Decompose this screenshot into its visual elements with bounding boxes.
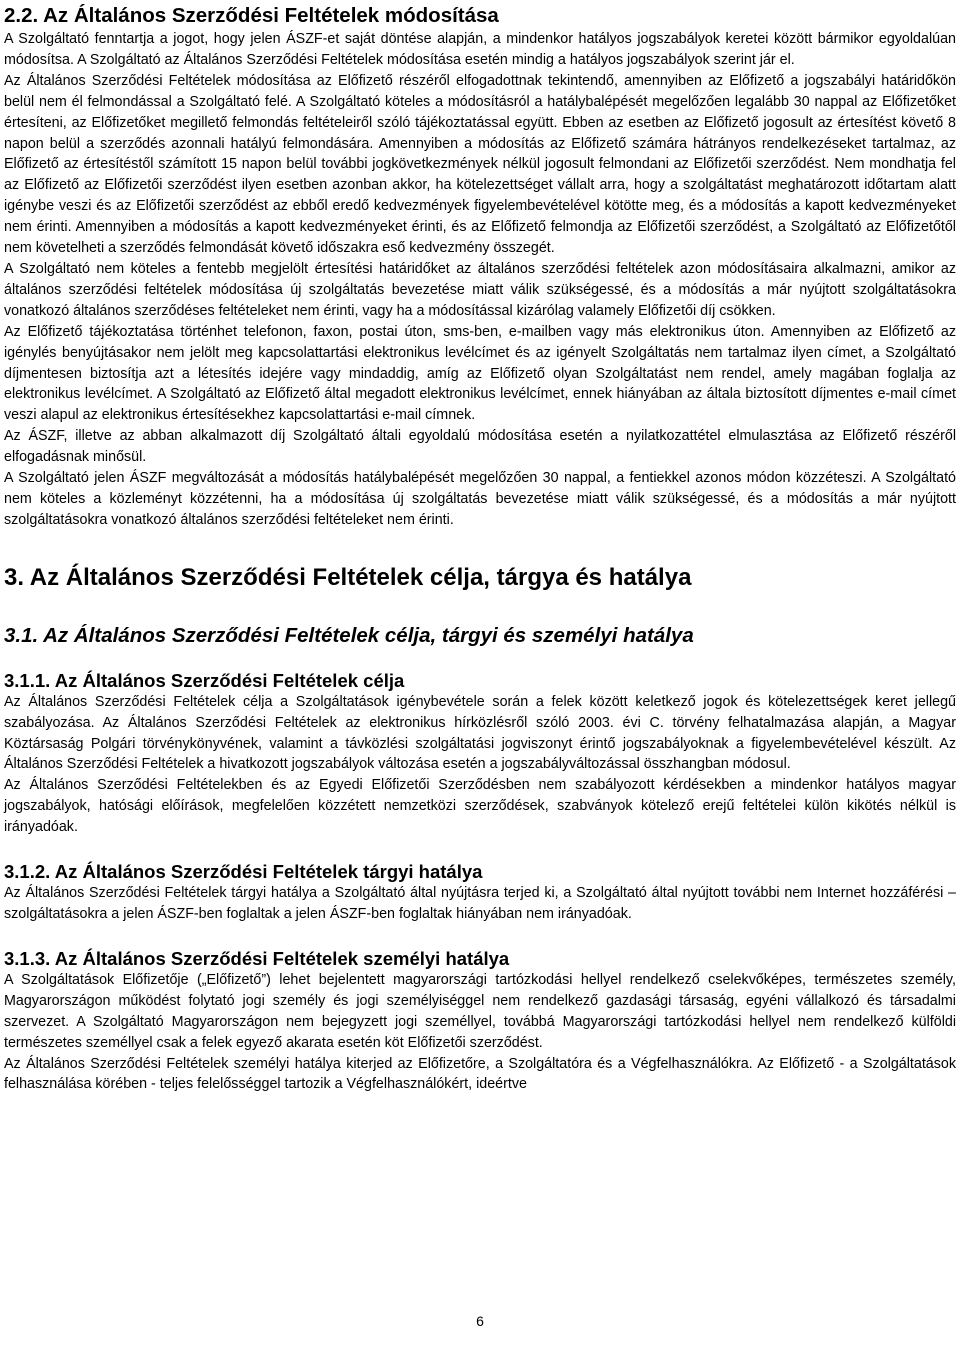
paragraph: A Szolgáltató fenntartja a jogot, hogy jelen ÁSZF-et saját döntése alapján, a mindenkor hatályos jogszabályok keretei között bármikor egyoldalúan módosítsa. A Szolgáltató az Általános Szerződési Feltételek módosítása esetén mindig a hatályos jogszabályok szerint jár el. — [4, 31, 956, 68]
paragraph: Az Előfizető tájékoztatása történhet telefonon, faxon, postai úton, sms-ben, e-mailben vagy más elektronikus úton. Amennyiben az Előfizető az igénylés benyújtásakor nem jelölt meg kapcsolattartási elektronikus levélcímet és az igényelt Szolgáltatás nem tartalmaz ilyen címet, a Szolgáltató díjmentesen biztosítja azt a létesítés idejére vagy mindaddig, amíg az Előfizető olyan Szolgáltatást nem rendel, amely magában foglalja az elektronikus levélcímet. A Szolgáltató az Előfizető által megadott elektronikus levélcímet, ennek hiányában az általa biztosított díjmentes e-mail címet veszi alapul az elektronikus értesítésekhez kapcsolattartási e-mail címnek. — [4, 323, 956, 424]
paragraph: Az Általános Szerződési Feltételek módosítása az Előfizető részéről elfogadottnak tekintendő, amennyiben az Előfizető a jogszabályi határidőkön belül nem él felmondással a Szolgáltató felé. A Szolgáltató köteles a módosításról a hatálybalépését megelőzően legalább 30 nappal az Előfizetőket értesíteni, az Előfizetőket megillető felmondás feltételeiről szóló tájékoztatással együtt. Ebben az esetben az Előfizető jogosult az értesítést követő 8 napon belül a szerződés azonnali hatályú felmondására. Amennyiben a módosítás az Előfizető számára hátrányos rendelkezéseket tartalmaz, az Előfizető az értesítéstől számított 15 napon belül további jogkövetkezmények nélkül jogosult felmondani az Előfizetői szerződést. Nem mondhatja fel az Előfizető az Előfizetői szerződést ilyen esetben azonban akkor, ha kötelezettséget vállalt arra, hogy a szolgáltatást meghatározott időtartam alatt igénybe veszi és az Előfizetői szerződést az ebből eredő kedvezmények figyelembevételével kötötte meg, és a módosítás a kapott kedvezményeket nem érinti. Amennyiben a módosítás a kapott kedvezményeket érinti, és az Előfizető felmondja az Előfizetői szerződést, a Szolgáltató az Előfizetőtől nem követelheti a szerződés felmondását követő időszakra eső kedvezmény összegét. — [4, 72, 956, 257]
paragraph: A Szolgáltató nem köteles a fentebb megjelölt értesítési határidőket az általános szerződési feltételek azon módosításaira alkalmazni, amikor az általános szerződési feltételek módosítása új szolgáltatás bevezetése miatt válik szükségessé, és a módosítás a már nyújtott szolgáltatásokra vonatkozó általános szerződéses feltételeket nem érinti, vagy ha a módosítással kizárólag valamely Előfizetői díj csökken. — [4, 260, 956, 319]
paragraph: A Szolgáltató jelen ÁSZF megváltozását a módosítás hatálybalépését megelőzően 30 nappal, a fentiekkel azonos módon közzéteszi. A Szolgáltató nem köteles a közleményt közzétenni, ha a módosítása új szolgáltatás bevezetése miatt válik szükségessé, és a módosítás a már nyújtott szolgáltatásokra vonatkozó általános szerződési feltételeket nem érinti. — [4, 470, 956, 528]
paragraph: Az Általános Szerződési Feltételek személyi hatálya kiterjed az Előfizetőre, a Szolgáltatóra és a Végfelhasználókra. Az Előfizető - a Szolgáltatások felhasználása körében - teljes felelősséggel tartozik a Végfelhasználókért, ideértve — [4, 1055, 956, 1093]
page-number: 6 — [476, 1313, 484, 1329]
paragraph: A Szolgáltatások Előfizetője („Előfizető”) lehet bejelentett magyarországi tartózkodási hellyel rendelkező cselekvőképes, természetes személy, Magyarországon működést folytató jogi személy és jogi személyiséggel nem rendelkező gazdasági társaság, egyéni vállalkozó és társadalmi szervezet. A Szolgáltató Magyarországon nem bejegyzett jogi személlyel, továbbá Magyarországi tartózkodási hellyel nem rendelkező külföldi természetes személlyel csak a felek egyező akarata esetén köt Előfizetői szerződést. — [4, 971, 956, 1051]
document-page — [4, 3, 956, 1095]
section-heading-3-1: 3.1. Az Általános Szerződési Feltételek célja, tárgyi és személyi hatálya — [4, 623, 694, 647]
paragraph: Az Általános Szerződési Feltételek tárgyi hatálya a Szolgáltató által nyújtásra terjed ki, a Szolgáltató által nyújtott további nem Internet hozzáférési – szolgáltatásokra a jelen ÁSZF-ben foglaltak a jelen ÁSZF-ben foglaltak hiányában nem irányadóak. — [4, 885, 956, 922]
paragraph: Az Általános Szerződési Feltételekben és az Egyedi Előfizetői Szerződésben nem szabályozott kérdésekben a mindenkor hatályos magyar jogszabályok, hatósági előírások, megfelelően közzétett nemzetközi szerződések, szabványok kötelező erejű feltételei külön kikötés nélkül is irányadóak. — [4, 777, 956, 836]
section-heading-3: 3. Az Általános Szerződési Feltételek célja, tárgya és hatálya — [4, 563, 692, 591]
paragraph: Az Általános Szerződési Feltételek célja a Szolgáltatások igénybevétele során a felek között keletkező jogok és kötelezettségek keret jellegű szabályozása. Az Általános Szerződési Feltételek az elektronikus hírközlésről szóló 2003. évi C. törvény felhatalmazása alapján, a Magyar Köztársaság Polgári törvénykönyvének, valamint a távközlési szolgáltatási jogviszonyt érintő jogszabályoknak a figyelembevételével készült. Az Általános Szerződési Feltételek a hivatkozott jogszabályok változása esetén a jogszabályváltozással összhangban módosul. — [4, 693, 956, 773]
section-heading-3-1-3: 3.1.3. Az Általános Szerződési Feltételek személyi hatálya — [4, 947, 510, 969]
section-heading-3-1-2: 3.1.2. Az Általános Szerződési Feltételek tárgyi hatálya — [4, 861, 483, 883]
section-heading-3-1-1: 3.1.1. Az Általános Szerződési Feltételek célja — [4, 669, 405, 691]
paragraph: Az ÁSZF, illetve az abban alkalmazott díj Szolgáltató általi egyoldalú módosítása esetén a nyilatkozattétel elmulasztása az Előfizető részéről elfogadásnak minősül. — [4, 428, 956, 466]
section-heading-2-2: 2.2. Az Általános Szerződési Feltételek módosítása — [4, 4, 499, 27]
